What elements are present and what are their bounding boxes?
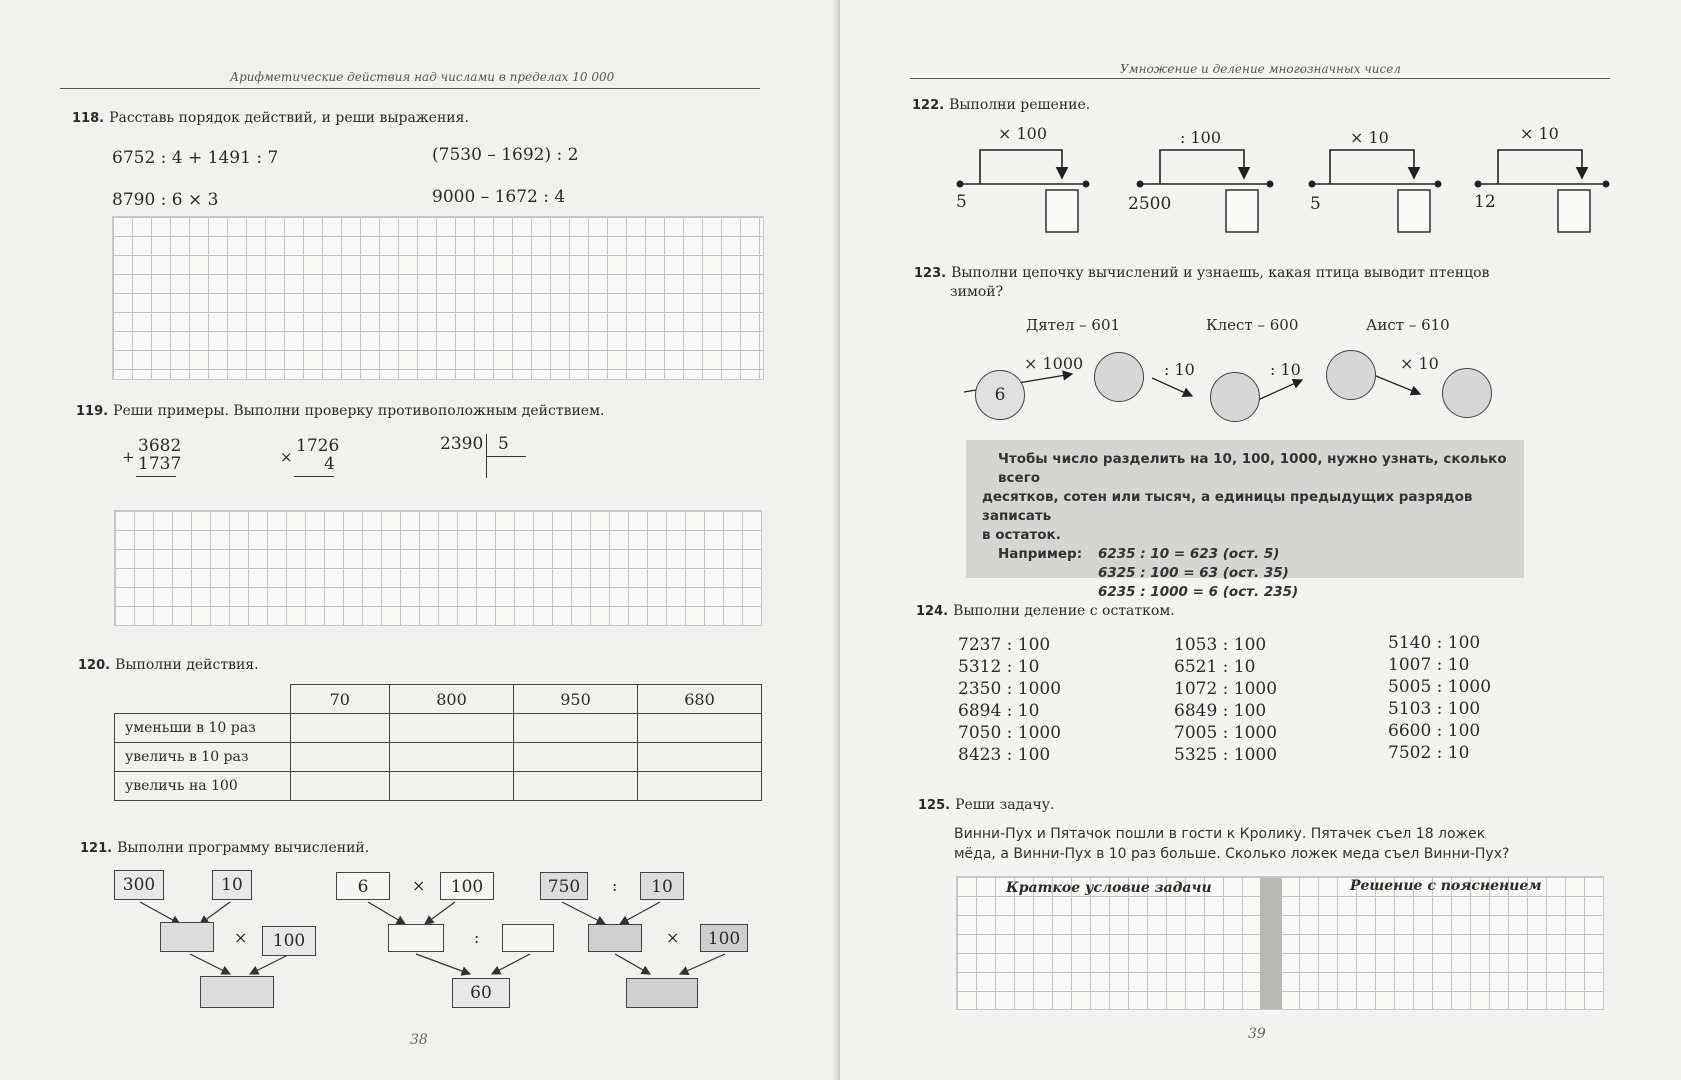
chain-operation: : 10 — [1270, 360, 1301, 379]
right-running-header: Умножение и деление многозначных чисел — [1120, 62, 1401, 76]
task-number: 118. — [72, 111, 105, 126]
task-number: 119. — [76, 404, 109, 419]
operator: : — [474, 928, 480, 947]
task-124 — [916, 603, 1175, 619]
division-item: 5140 : 100 — [1388, 633, 1481, 653]
divisor: 5 — [498, 434, 509, 454]
sum-line — [136, 476, 176, 477]
problem-text — [954, 824, 1509, 864]
page-number: 39 — [1248, 1026, 1266, 1042]
task-125 — [918, 797, 1054, 813]
task-number: 123. — [914, 266, 947, 281]
division-item: 7050 : 1000 — [958, 723, 1062, 743]
task-text: Расставь порядок действий, и реши выражения. — [109, 110, 469, 126]
task-number: 121. — [80, 841, 113, 856]
division-item: 7005 : 1000 — [1174, 723, 1278, 743]
division-item: 6894 : 10 — [958, 701, 1040, 721]
example-block — [982, 545, 1508, 602]
table-header-row — [115, 685, 762, 714]
operation-label: × 10 — [1520, 124, 1559, 143]
factor: 4 — [324, 454, 335, 474]
factor: 1726 — [296, 436, 340, 456]
operator: × — [666, 928, 680, 947]
program-box: 100 — [440, 872, 494, 900]
answer-cell[interactable] — [389, 714, 513, 743]
expression: 9000 – 1672 : 4 — [432, 187, 566, 207]
rule-line: в остаток. — [982, 527, 1061, 543]
division-item: 7502 : 10 — [1388, 743, 1470, 763]
example-line: 6235 : 10 = 623 (ост. 5) — [1098, 546, 1280, 562]
table-row — [115, 772, 762, 801]
chain-arrows — [840, 340, 1681, 430]
answer-grid[interactable] — [114, 510, 762, 626]
division-item: 5312 : 10 — [958, 657, 1040, 677]
table-header-cell: 800 — [389, 685, 513, 714]
page-number: 38 — [410, 1032, 428, 1048]
division-item: 5325 : 1000 — [1174, 745, 1278, 765]
header-rule — [60, 88, 760, 89]
answer-cell[interactable] — [637, 743, 761, 772]
division-column — [958, 634, 1061, 766]
division-item: 8423 : 100 — [958, 745, 1051, 765]
rule-info-box — [966, 440, 1524, 600]
chain-answer-circle[interactable] — [1326, 350, 1376, 400]
table-header-cell: 70 — [290, 685, 389, 714]
task-number: 122. — [912, 98, 945, 113]
division-item: 1072 : 1000 — [1174, 679, 1278, 699]
start-value: 12 — [1474, 192, 1496, 212]
bird-option: Аист – 610 — [1366, 316, 1450, 334]
task-text: Выполни решение. — [949, 97, 1091, 113]
task-118 — [72, 110, 469, 126]
task-text: Выполни действия. — [115, 657, 259, 673]
task-text: Выполни программу вычислений. — [117, 840, 370, 856]
problem-line: Винни-Пух и Пятачок пошли в гости к Кролику. Пятачек съел 18 ложек — [954, 826, 1486, 842]
bird-option: Дятел – 601 — [1026, 316, 1121, 334]
answer-cell[interactable] — [290, 714, 389, 743]
operator: × — [234, 928, 248, 947]
chain-operation: × 1000 — [1024, 354, 1084, 373]
task-text: Выполни цепочку вычислений и узнаешь, какая птица выводит птенцов — [951, 265, 1490, 281]
division-item: 5005 : 1000 — [1388, 677, 1492, 697]
division-column — [1388, 632, 1491, 764]
problem-line: мёда, а Винни-Пух в 10 раз больше. Сколько ложек меда съел Винни-Пух? — [954, 846, 1510, 862]
example-label: Например: — [998, 546, 1083, 562]
task-119 — [76, 403, 604, 419]
expression: 6752 : 4 + 1491 : 7 — [112, 148, 279, 168]
task-123 — [914, 265, 1489, 281]
operation-label: : 100 — [1180, 128, 1222, 147]
quotient-line — [486, 456, 526, 457]
task-122 — [912, 97, 1090, 113]
right-page — [840, 0, 1681, 1080]
division-item: 6521 : 10 — [1174, 657, 1256, 677]
table-header-cell: 950 — [513, 685, 637, 714]
program-result: 60 — [452, 978, 510, 1008]
expression: 8790 : 6 × 3 — [112, 190, 219, 210]
times-sign: × — [280, 448, 293, 466]
program-box: 100 — [262, 926, 316, 956]
bird-option: Клест – 600 — [1206, 316, 1299, 334]
division-item: 1007 : 10 — [1388, 655, 1470, 675]
operator: × — [412, 876, 426, 895]
grid-divider — [1260, 878, 1282, 1009]
division-item: 6600 : 100 — [1388, 721, 1481, 741]
plus-sign: + — [122, 448, 135, 466]
example-line: 6235 : 1000 = 6 (ост. 235) — [1098, 584, 1299, 600]
operator: : — [612, 876, 618, 895]
answer-cell[interactable] — [513, 743, 637, 772]
chain-start: 6 — [975, 370, 1025, 420]
table-row — [115, 743, 762, 772]
operation-label: × 100 — [998, 124, 1048, 143]
task-text: Реши задачу. — [955, 797, 1055, 813]
answer-box[interactable] — [588, 924, 642, 952]
row-label: увеличь на 100 — [115, 772, 291, 801]
answer-cell[interactable] — [290, 743, 389, 772]
chain-operation: : 10 — [1164, 360, 1195, 379]
answer-box[interactable] — [502, 924, 554, 952]
division-item: 1053 : 100 — [1174, 635, 1267, 655]
answer-cell[interactable] — [389, 743, 513, 772]
task-text: Реши примеры. Выполни проверку противоположным действием. — [113, 403, 605, 419]
task-number: 120. — [78, 658, 111, 673]
long-division — [440, 434, 530, 480]
answer-box[interactable] — [626, 978, 698, 1008]
chain-answer-circle[interactable] — [1094, 352, 1144, 402]
answer-box[interactable] — [200, 976, 274, 1008]
program-box: 10 — [640, 872, 684, 900]
expression: (7530 – 1692) : 2 — [432, 145, 579, 165]
division-item: 6849 : 100 — [1174, 701, 1267, 721]
task-number: 124. — [916, 604, 949, 619]
program-box: 300 — [114, 870, 164, 900]
answer-cell[interactable] — [513, 714, 637, 743]
program-box: 10 — [212, 870, 252, 900]
program-box: 100 — [700, 924, 748, 952]
grid-heading: Краткое условие задачи — [1006, 880, 1212, 896]
division-item: 7237 : 100 — [958, 635, 1051, 655]
chain-answer-circle[interactable] — [1210, 372, 1260, 422]
answer-cell[interactable] — [389, 772, 513, 801]
table-row — [115, 714, 762, 743]
row-label: увеличь в 10 раз — [115, 743, 291, 772]
addend: 3682 — [138, 436, 182, 456]
row-label: уменьши в 10 раз — [115, 714, 291, 743]
table-corner — [115, 685, 291, 714]
answer-box[interactable] — [388, 924, 444, 952]
chain-operation: × 10 — [1400, 354, 1439, 373]
division-column — [1174, 634, 1277, 766]
program-box: 750 — [540, 872, 588, 900]
header-rule — [910, 78, 1610, 79]
left-running-header: Арифметические действия над числами в пределах 10 000 — [230, 70, 615, 84]
division-item: 5103 : 100 — [1388, 699, 1481, 719]
product-line — [294, 476, 334, 477]
start-value: 5 — [1310, 194, 1321, 214]
addend: 1737 — [138, 454, 182, 474]
answer-cell[interactable] — [290, 772, 389, 801]
rule-line: десятков, сотен или тысяч, а единицы предыдущих разрядов записать — [982, 489, 1473, 524]
answer-box[interactable] — [160, 922, 214, 952]
operation-label: × 10 — [1350, 128, 1389, 147]
program-box: 6 — [336, 872, 390, 900]
left-page — [0, 0, 838, 1080]
table-header-cell: 680 — [637, 685, 761, 714]
grid-heading: Решение с пояснением — [1350, 878, 1542, 894]
answer-grid[interactable] — [112, 216, 764, 380]
example-line: 6325 : 100 = 63 (ост. 35) — [1098, 565, 1289, 581]
task-number: 125. — [918, 798, 951, 813]
task-120 — [78, 657, 259, 673]
dividend: 2390 — [440, 434, 484, 454]
task-text: Выполни деление с остатком. — [953, 603, 1175, 619]
rule-line: Чтобы число разделить на 10, 100, 1000, нужно узнать, сколько всего — [998, 451, 1507, 486]
task-121 — [80, 840, 369, 856]
chain-answer-circle[interactable] — [1442, 368, 1492, 418]
start-value: 2500 — [1128, 194, 1172, 214]
table-120 — [114, 684, 762, 801]
task-text-cont: зимой? — [950, 284, 1004, 300]
answer-cell[interactable] — [637, 714, 761, 743]
answer-cell[interactable] — [637, 772, 761, 801]
division-item: 2350 : 1000 — [958, 679, 1062, 699]
start-value: 5 — [956, 192, 967, 212]
answer-cell[interactable] — [513, 772, 637, 801]
